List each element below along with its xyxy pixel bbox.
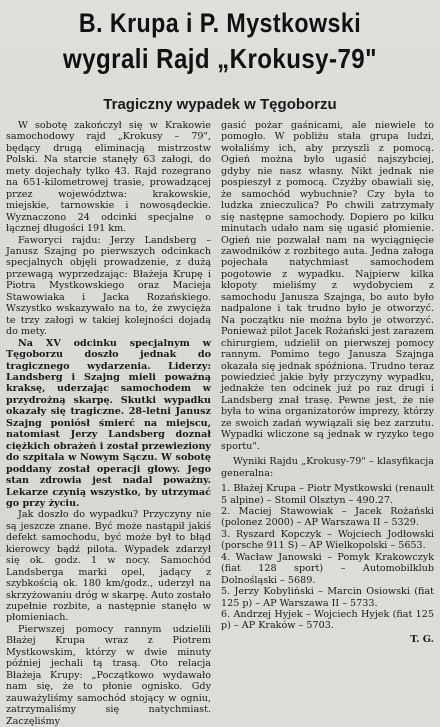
result-row: 5. Jerzy Kobyliński – Marcin Osiowski (fiat 125 p) – AP Warszawa II – 5733. (221, 586, 434, 609)
result-row: 3. Ryszard Kopczyk – Wojciech Jodłowski (porsche 911 S) – AP Wielkopolski – 5653. (221, 528, 434, 552)
headline-line-1: B. Krupa i P. Mystkowski (78, 8, 362, 38)
paragraph: Pierwszej pomocy rannym udzielili Błażej Krupa wraz z Piotrem Mystkowskim, którzy w dwie minuty później jechali tą trasą. Oto relacja Błażeja Krupy: „Początkowo wydawało nam się, że to płonie ognisko. Gdy zauważyliśmy samochód stojący w ogniu, zatrzymaliśmy się natychmiast. Zaczęliśmy (6, 623, 211, 727)
right-column (221, 120, 434, 645)
paragraph: W sobotę zakończył się w Krakowie samochodowy rajd „Krokusy – 79", będący drugą eliminacją mistrzostw Polski. Na starcie stanęły 63 załogi, do mety dojechały tylko 43. Rajd rozegrano na 651-kilometrowej trasie, prowadzącej przez województwa: krakowskie, miejskie, tarnowskie i nowosądeckie. Wyznaczono 24 odcinki specjalne o łącznej długości 191 km. (6, 120, 211, 235)
result-row: 6. Andrzej Hyjek – Wojciech Hyjek (fiat 125 p) – AP Kraków – 5703. (221, 609, 434, 632)
paragraph: gasić pożar gaśnicami, ale niewiele to pomogło. W pobliżu stała grupa ludzi, wołaliśmy ich, aby przyszli z pomocą. Ogień można było ugasić najszybciej, gdyby nie nasz własny. Nikt jednak nie pospieszył z pomocą. Czyżby obawiali się, że samochód wybuchnie? Czy była to ludzka znieczulica? Po chwili zatrzymały się następne samochody. Dopiero po kilku minutach udało nam się ugasić płomienie. Ogień nie pozwalał nam na wyciągnięcie zawodników z rozbitego auta. Jedna załoga pojechała natychmiast samochodem pogotowie z wypadku. Najpierw kilka kłopoty mieliśmy z wydobyciem z samochodu Janusza Szajnga, bo auto było nadpalone i tak trudno było je otworzyć. Na początku nie można było je otworzyć. Ponieważ pilot Jacek Rożański jest zarazem chirurgiem, udzielił on pierwszej pomocy rannym. Pomimo tego Janusza Szajnga okazała się jednak spóźniona. Trudno teraz powiedzieć jakie były przyczyny wypadku, jednakże ten odcinek już po raz drugi i Landsberg znał trasę. Pewne jest, że nie była to wina organizatorów imprezy, którzy ze swoich zadań wywiązali się bez zarzutu. Wypadki wliczone są jednak w ryzyko tego sportu". (221, 120, 434, 452)
paragraph: Na XV odcinku specjalnym w Tęgoborzu doszło jednak do tragicznego wydarzenia. Liderzy: Landsberg i Szajng mieli poważną kraksę, uderzając samochodem w przydrożną skarpę. Skutki wypadku okazały się tragiczne. 28-letni Janusz Szajng poniósł śmierć na miejscu, natomiast Jerzy Landsberg doznał ciężkich obrażeń i został przewieziony do szpitala w Nowym Sączu. W sobotę poddany został operacji głowy. Jego stan zdrowia jest nadal poważny. Lekarze czynią wszystko, by utrzymać go przy życiu. (6, 337, 212, 509)
results-list (221, 483, 434, 632)
left-column (6, 120, 211, 727)
result-row: 4. Wacław Janowski – Pomyk Krakowczyk (fiat 128 sport) – Automobilklub Dolnośląski – 5689. (221, 551, 434, 586)
result-row: 1. Błażej Krupa – Piotr Mystkowski (renault 5 alpine) – Stomil Olsztyn – 490.27. (221, 483, 434, 506)
result-row: 2. Maciej Stawowiak – Jacek Rożański (polonez 2000) – AP Warszawa II – 5329. (221, 505, 434, 529)
paragraph: Jak doszło do wypadku? Przyczyny nie są jeszcze znane. Być może nastąpił jakiś defekt samochodu, być może był to błąd kierowcy bądź pilota. Wypadek zdarzył się ok. godz. 1 w nocy. Samochód Landsberga marki opel, jadący z szybkością ok. 180 km/godz., uderzył na skrzyżowaniu dróg w skarpę. Auto zostało zupełnie rozbite, a następnie stanęło w płomieniach. (6, 509, 211, 624)
headline-line-2: wygrali Rajd „Krokusy-79" (63, 43, 377, 74)
author-signature: T. G. (410, 633, 434, 645)
paragraph: Faworyci rajdu: Jerzy Landsberg – Janusz Szajng po pierwszych odcinkach specjalnych objęli prowadzenie, z dużą przewagą wyprzedzając: Błażeja Krupę i Piotra Mystkowskiego oraz Macieja Stawowiaka i Jacka Rozańskiego. Wszystko wskazywało na to, że zwycięża te trzy załogi w takiej kolejności dojadą do mety. (6, 234, 211, 338)
subheadline: Tragiczny wypadek w Tęgoborzu (103, 96, 337, 113)
results-heading: Wyniki Rajdu „Krokusy-79" – klasyfikacja generalna: (221, 456, 434, 479)
